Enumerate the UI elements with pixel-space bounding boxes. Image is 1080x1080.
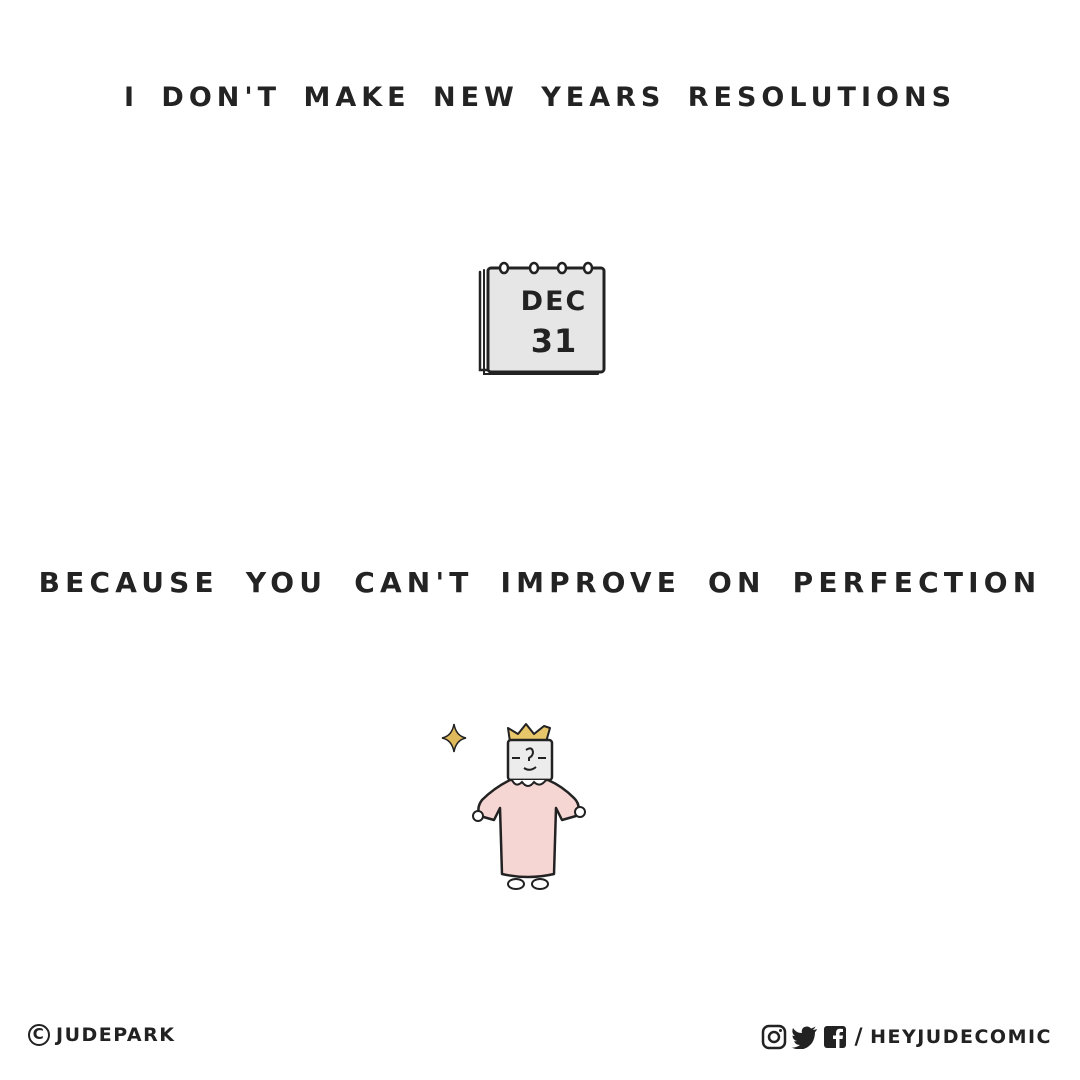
footer-credit: [28, 1024, 176, 1046]
instagram-icon[interactable]: [761, 1024, 787, 1050]
calendar-illustration: [474, 258, 610, 382]
social-handle: HEYJUDECOMIC: [870, 1026, 1052, 1048]
calendar-day: 31: [530, 322, 578, 360]
calendar-icon: [474, 258, 610, 382]
sparkle-icon: [442, 724, 466, 752]
caption-top: I DON'T MAKE NEW YEARS RESOLUTIONS: [123, 82, 957, 113]
separator: /: [854, 1024, 865, 1050]
facebook-icon[interactable]: [823, 1025, 847, 1049]
calendar-month: DEC: [520, 286, 588, 317]
caption-bottom: BECAUSE YOU CAN'T IMPROVE ON PERFECTION: [38, 566, 1042, 599]
author-name: JUDEPARK: [56, 1024, 176, 1046]
twitter-icon[interactable]: [791, 1025, 819, 1049]
footer-social: [761, 1024, 1052, 1050]
king-character-illustration: [436, 716, 606, 900]
copyright-icon: C: [28, 1024, 50, 1046]
